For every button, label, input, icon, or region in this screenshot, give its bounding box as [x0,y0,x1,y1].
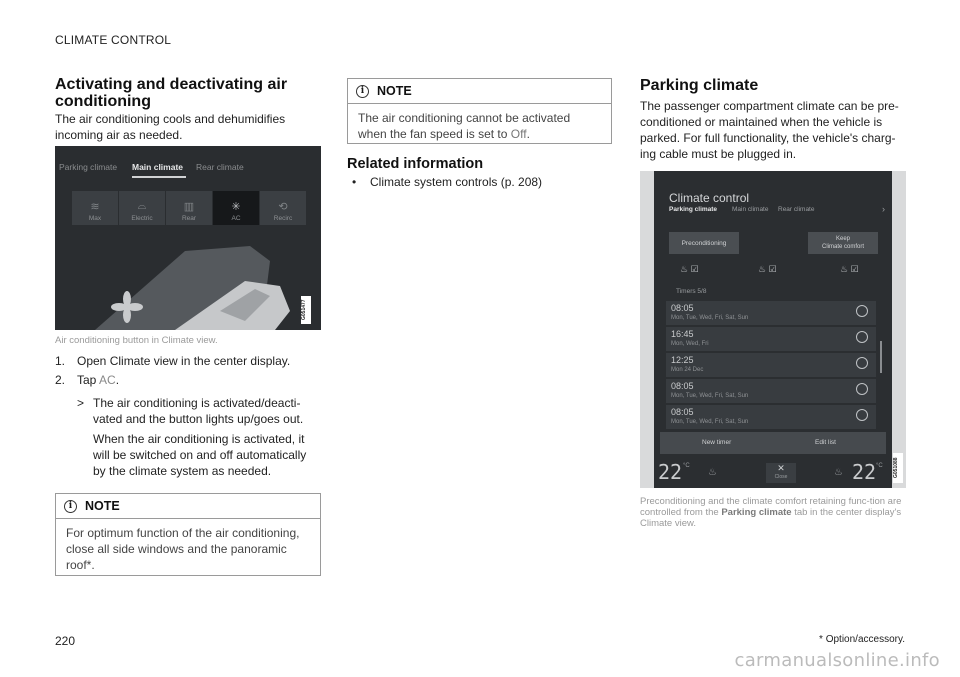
watermark: carmanualsonline.info [734,650,940,671]
step-2-num: 2. [55,373,66,387]
temp-left: 22 [658,460,683,484]
running-header: CLIMATE CONTROL [55,33,172,47]
intro-ac: The air conditioning cools and dehumidifies incoming air as needed. [55,112,286,142]
timer-clock-icon [856,383,868,395]
result-extra: When the air conditioning is activated, it will be switched on and off automatically by the climate system as needed. [93,432,307,478]
section-title-parking: Parking climate [640,77,759,94]
close-icon: ✕ [777,463,785,473]
result-text: The air conditioning is activated/deacti-vated and the button lights up/goes out. [93,396,304,426]
timer-row: 12:25 Mon 24 Dec [666,353,876,377]
step-1-num: 1. [55,354,66,368]
max-defrost-button: ≋ Max [72,191,118,225]
footnote-option: * Option/accessory. [819,634,905,645]
ac-button: ✳ AC [213,191,259,225]
note-title: NOTE [377,84,412,98]
info-icon: i [356,85,369,98]
info-icon: i [64,500,77,513]
figure-parking-screen [640,171,906,488]
rear-window-icon: ▥ [183,201,195,213]
related-title: Related information [347,156,484,172]
temp-right: 22 [852,460,877,484]
note-box-left [55,493,321,576]
timer-clock-icon [856,357,868,369]
scrollbar [880,341,882,373]
bullet: • [352,175,357,189]
note-text: For optimum function of the air conditioning, close all side windows and the panoramic roof*. [66,526,300,572]
timer-row: 08:05 Mon, Tue, Wed, Fri, Sat, Sun [666,301,876,325]
timer-clock-icon [856,305,868,317]
timer-clock-icon [856,331,868,343]
seat-heat-right-icon: ♨ ☑ [840,264,859,274]
page-number: 220 [55,634,76,648]
step-2-text: Tap AC. [77,373,120,387]
timer-actions-bar [660,432,886,454]
chevron-right-icon: › [882,204,885,214]
note-title: NOTE [85,499,120,513]
timer-row: 16:45 Mon, Wed, Fri [666,327,876,351]
tab-parking-climate: Parking climate [669,206,718,213]
edit-list-button: Edit list [815,439,836,446]
tab-underline [132,176,186,178]
keep-climate-comfort-button: Keep Climate comfort [808,232,878,254]
tab-rear-climate: Rear climate [778,206,815,213]
timer-row: 08:05 Mon, Tue, Wed, Fri, Sat, Sun [666,405,876,429]
temp-unit-left: °C [683,463,690,469]
note-text: The air conditioning cannot be activated when the fan speed is set to Off. [358,111,571,141]
hand-touch-illustration [55,241,321,330]
preconditioning-button: Preconditioning [669,232,739,254]
figure-code: G051088 [893,453,903,483]
step-1-text: Open Climate view in the center display. [77,354,291,368]
new-timer-button: New timer [702,439,732,446]
electric-defrost-button: ⌓ Electric [119,191,165,225]
max-defrost-icon: ≋ [90,201,100,213]
result-marker: > [77,396,85,410]
timer-clock-icon [856,409,868,421]
tab-main-climate: Main climate [132,162,184,172]
timer-row: 08:05 Mon, Tue, Wed, Fri, Sat, Sun [666,379,876,403]
rear-defrost-button: ▥ Rear [166,191,212,225]
recirculation-icon: ⟲ [278,201,288,213]
close-button: ✕ Close [766,463,796,483]
seat-heat-icon: ♨ ☑ [680,264,699,274]
intro-parking: The passenger compartment climate can be pre-conditioned or maintained when the vehicle is parked. For full functionality, the vehicle's charg-ing cable must be plugged in. [640,99,899,161]
temp-unit-right: °C [876,463,883,469]
timers-label: Timers 5/8 [676,288,707,295]
tab-main-climate: Main climate [732,206,769,213]
windshield-icon: ⌓ [137,200,147,212]
seat-heat-icon: ♨ [708,467,717,478]
figure-caption-parking: Preconditioning and the climate comfort retaining func-tion are controlled from the Parking climate tab in the center display's Climate view. [640,496,902,529]
figure-caption-ac: Air conditioning button in Climate view. [55,335,218,346]
tab-rear-climate: Rear climate [196,162,244,172]
note-box-middle [347,78,612,144]
figure-ac-screen [55,146,321,330]
steering-heat-icon: ♨ ☑ [758,264,777,274]
related-link[interactable]: Climate system controls (p. 208) [370,175,543,189]
section-title-ac: Activating and deactivating air conditioning [55,76,288,110]
snowflake-icon: ✳ [231,201,241,213]
screen-title: Climate control [669,191,750,205]
seat-heat-icon: ♨ [834,467,843,478]
tab-parking-climate: Parking climate [59,162,118,172]
figure-code: G051477 [301,296,311,324]
recirc-button: ⟲ Recirc [260,191,306,225]
